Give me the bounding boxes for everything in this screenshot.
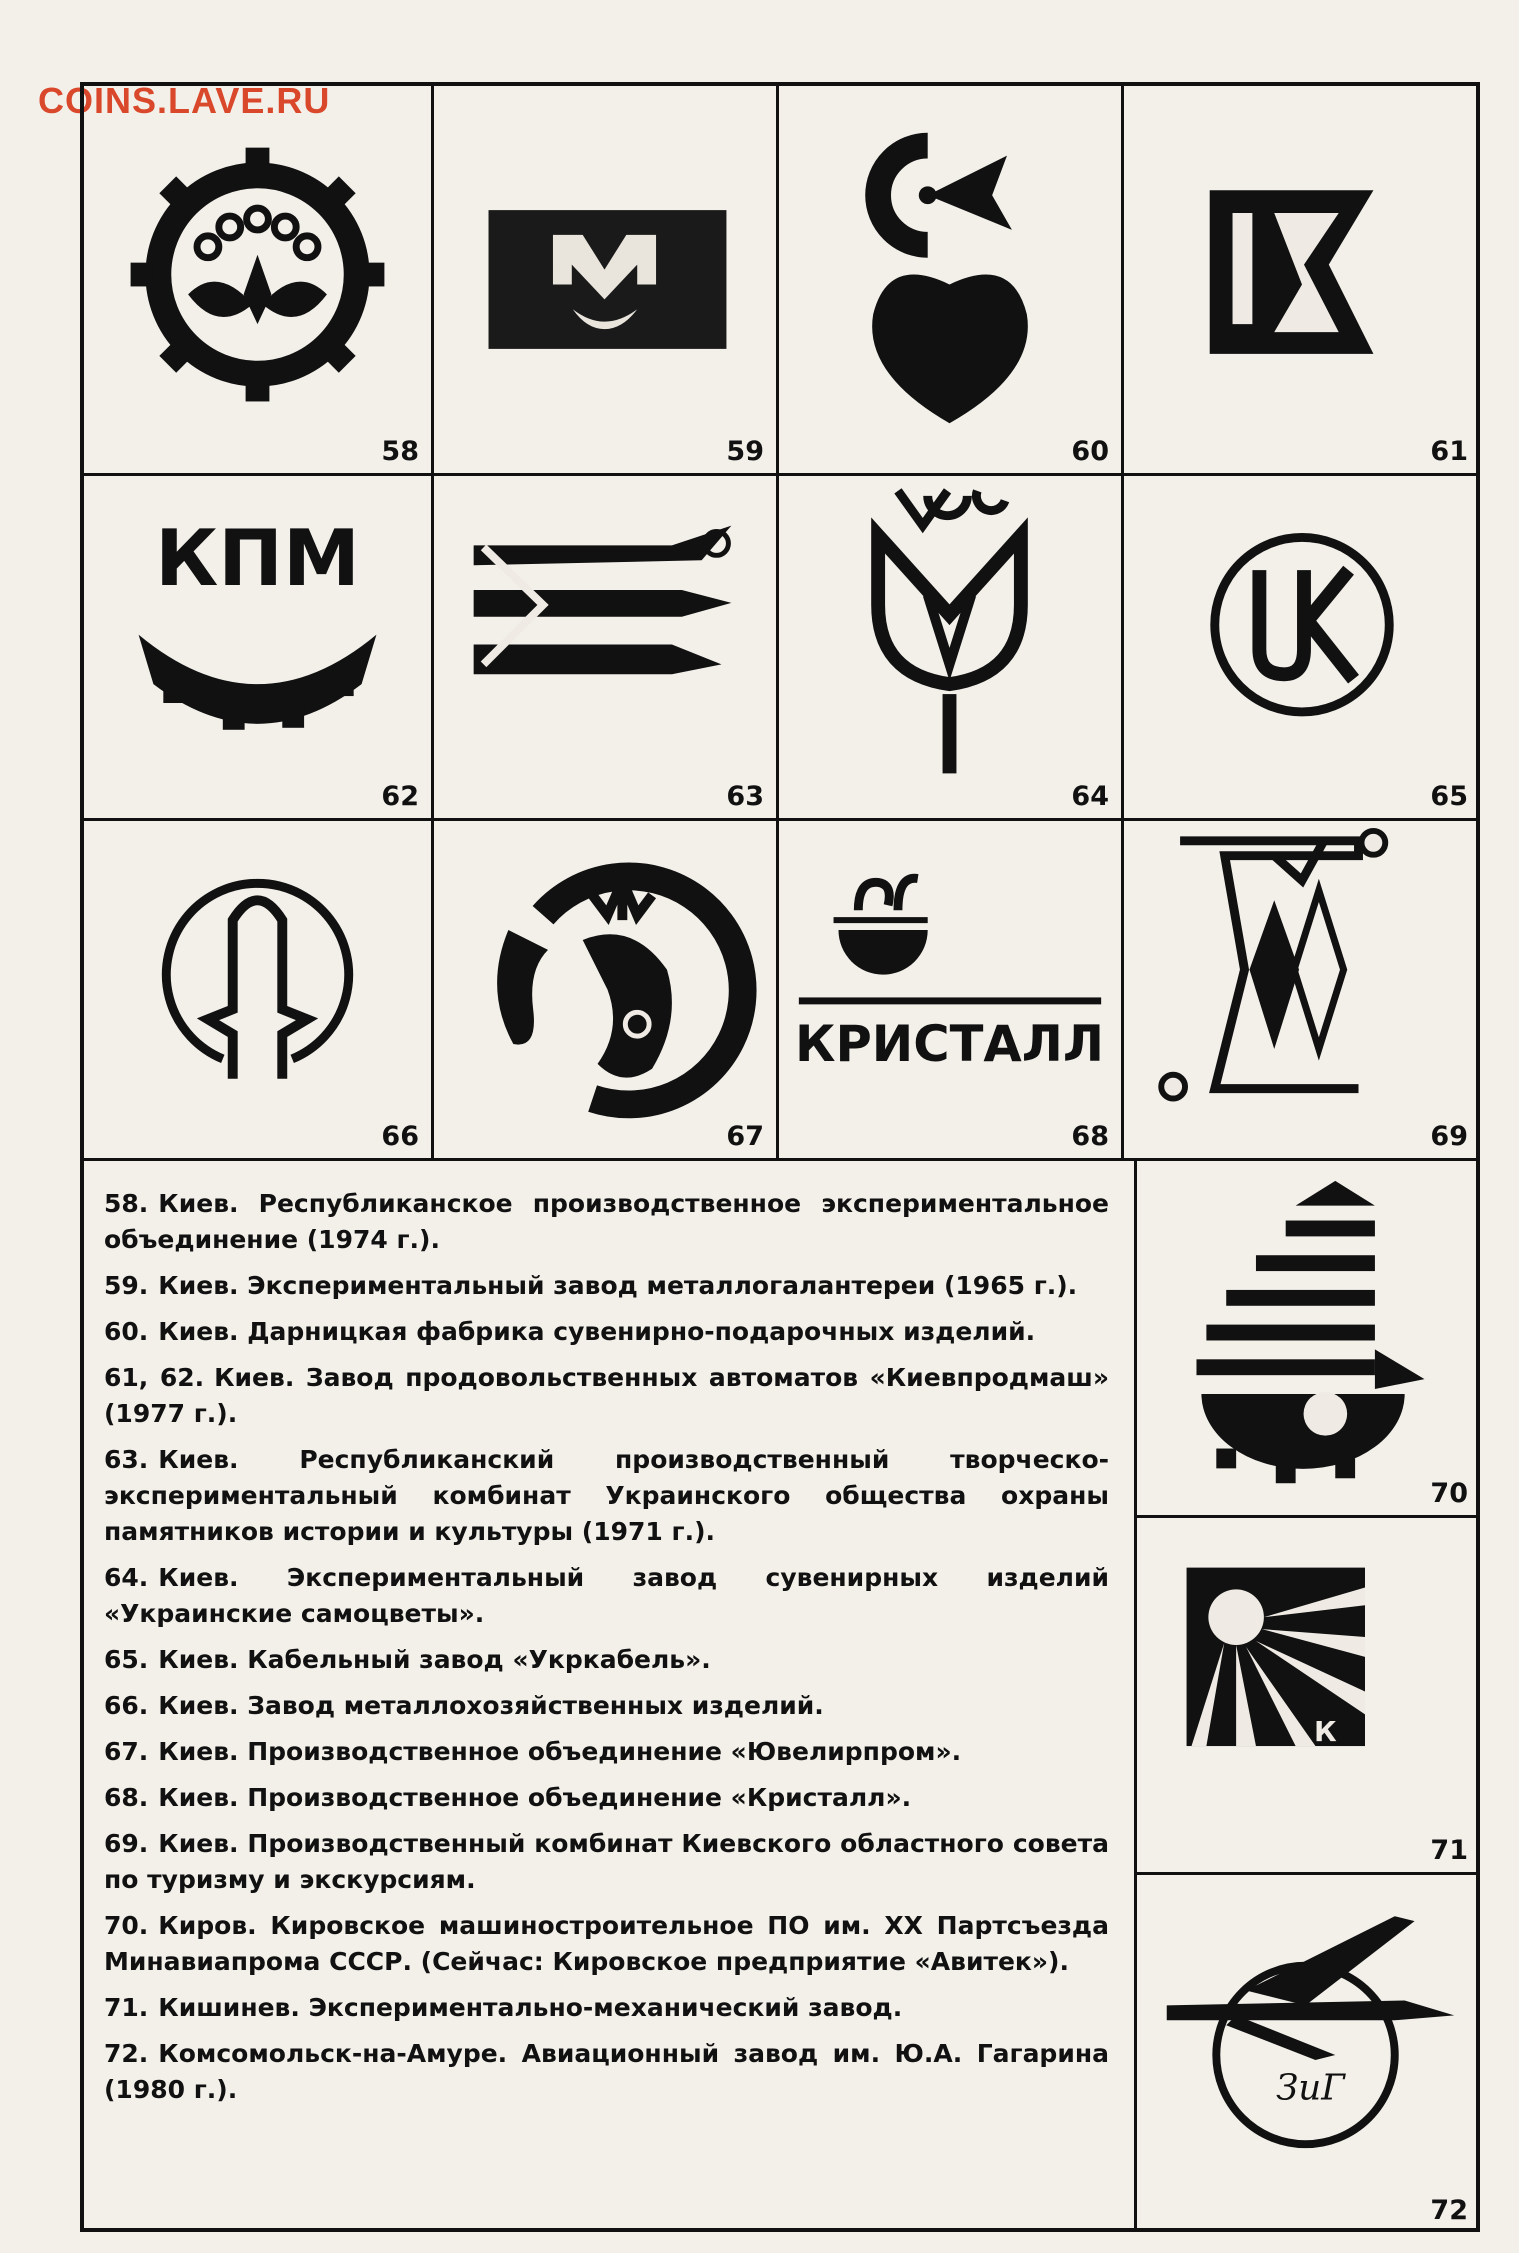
caption-item: 72. Комсомольск-на-Амуре. Авиационный завод им. Ю.А. Гагарина (1980 г.). — [104, 2039, 1109, 2104]
kpm-gear-emblem-icon — [84, 476, 431, 818]
logo-text: КПМ — [155, 514, 360, 605]
caption-item: 67. Киев. Производственное объединение «Ювелирпром». — [104, 1737, 962, 1766]
caption-list — [104, 1186, 1109, 2118]
caption-item: 69. Киев. Производственный комбинат Киевского областного совета по туризму и экскурсиям. — [104, 1829, 1109, 1894]
logo-number: 60 — [1071, 436, 1109, 467]
right-logo-column — [1134, 1161, 1480, 2232]
logo-number: 59 — [726, 436, 764, 467]
logo-text: ЗиГ — [1276, 2067, 1345, 2109]
caption-item: 63. Киев. Республиканский производственный творческо-экспериментальный комбинат Украинского общества охраны памятников истории и культуры (1971 г.). — [104, 1445, 1109, 1546]
logo-text: КРИСТАЛЛ — [794, 1014, 1105, 1073]
caption-item: 66. Киев. Завод металлохозяйственных изделий. — [104, 1691, 824, 1720]
logo-cell — [779, 86, 1124, 476]
logo-cell — [779, 476, 1124, 821]
k-square-emblem-icon — [1124, 86, 1480, 473]
logo-cell — [1124, 86, 1480, 476]
logo-grid — [84, 86, 1480, 1161]
logo-cell — [434, 476, 779, 821]
pen-brush-emblem-icon — [434, 476, 776, 818]
caption-item: 70. Киров. Кировское машиностроительное ПО им. XX Партсъезда Минавиапрома СССР. (Сейчас: Кировское предприятие «Авитек»). — [104, 1911, 1109, 1976]
site-watermark: COINS.LAVE.RU — [38, 80, 331, 121]
logo-number: 63 — [726, 781, 764, 812]
logo-number: 70 — [1430, 1478, 1468, 1509]
arrow-circle-emblem-icon — [84, 821, 431, 1158]
m-flame-rectangle-icon — [434, 86, 776, 473]
gear-flower-emblem-icon — [84, 86, 431, 473]
logo-number: 67 — [726, 1121, 764, 1152]
sail-gear-emblem-icon — [1137, 1161, 1480, 1515]
logo-text: К — [1314, 1715, 1337, 1749]
logo-number: 58 — [381, 436, 419, 467]
logo-number: 65 — [1430, 781, 1468, 812]
logo-cell — [779, 821, 1124, 1161]
caption-item: 60. Киев. Дарницкая фабрика сувенирно-подарочных изделий. — [104, 1317, 1036, 1346]
logo-cell — [84, 476, 434, 821]
logo-cell — [1137, 1161, 1480, 1518]
logo-number: 71 — [1430, 1835, 1468, 1866]
logo-cell — [84, 821, 434, 1161]
sf-heart-emblem-icon — [779, 86, 1121, 473]
caption-item: 64. Киев. Экспериментальный завод сувенирных изделий «Украинские самоцветы». — [104, 1563, 1109, 1628]
logo-number: 64 — [1071, 781, 1109, 812]
caption-item: 59. Киев. Экспериментальный завод металлогалантереи (1965 г.). — [104, 1271, 1078, 1300]
logo-cell — [1137, 1875, 1480, 2232]
logo-number: 61 — [1430, 436, 1468, 467]
caption-item: 61, 62. Киев. Завод продовольственных автоматов «Киевпродмаш» (1977 г.). — [104, 1363, 1110, 1428]
hourglass-tourism-emblem-icon — [1124, 821, 1480, 1158]
logo-cell — [1137, 1518, 1480, 1875]
logo-number: 68 — [1071, 1121, 1109, 1152]
caption-item: 68. Киев. Производственное объединение «Кристалл». — [104, 1783, 912, 1812]
caption-item: 65. Киев. Кабельный завод «Укркабель». — [104, 1645, 711, 1674]
caption-item: 71. Кишинев. Экспериментально-механический завод. — [104, 1993, 903, 2022]
aircraft-zig-emblem-icon — [1137, 1875, 1480, 2232]
logo-number: 62 — [381, 781, 419, 812]
caption-item: 58. Киев. Республиканское производственное экспериментальное объединение (1974 г.). — [104, 1189, 1109, 1254]
logo-number: 72 — [1430, 2195, 1468, 2226]
head-flower-emblem-icon — [434, 821, 776, 1158]
kristall-emblem-icon — [779, 821, 1121, 1158]
catalog-page — [80, 82, 1480, 2232]
logo-cell — [1124, 821, 1480, 1161]
uk-circle-emblem-icon — [1124, 476, 1480, 818]
logo-cell — [434, 821, 779, 1161]
logo-cell — [84, 86, 434, 476]
logo-number: 66 — [381, 1121, 419, 1152]
tulip-uoc-emblem-icon — [779, 476, 1121, 818]
logo-number: 69 — [1430, 1121, 1468, 1152]
sun-rays-k-emblem-icon — [1137, 1518, 1480, 1872]
logo-cell — [434, 86, 779, 476]
logo-cell — [1124, 476, 1480, 821]
